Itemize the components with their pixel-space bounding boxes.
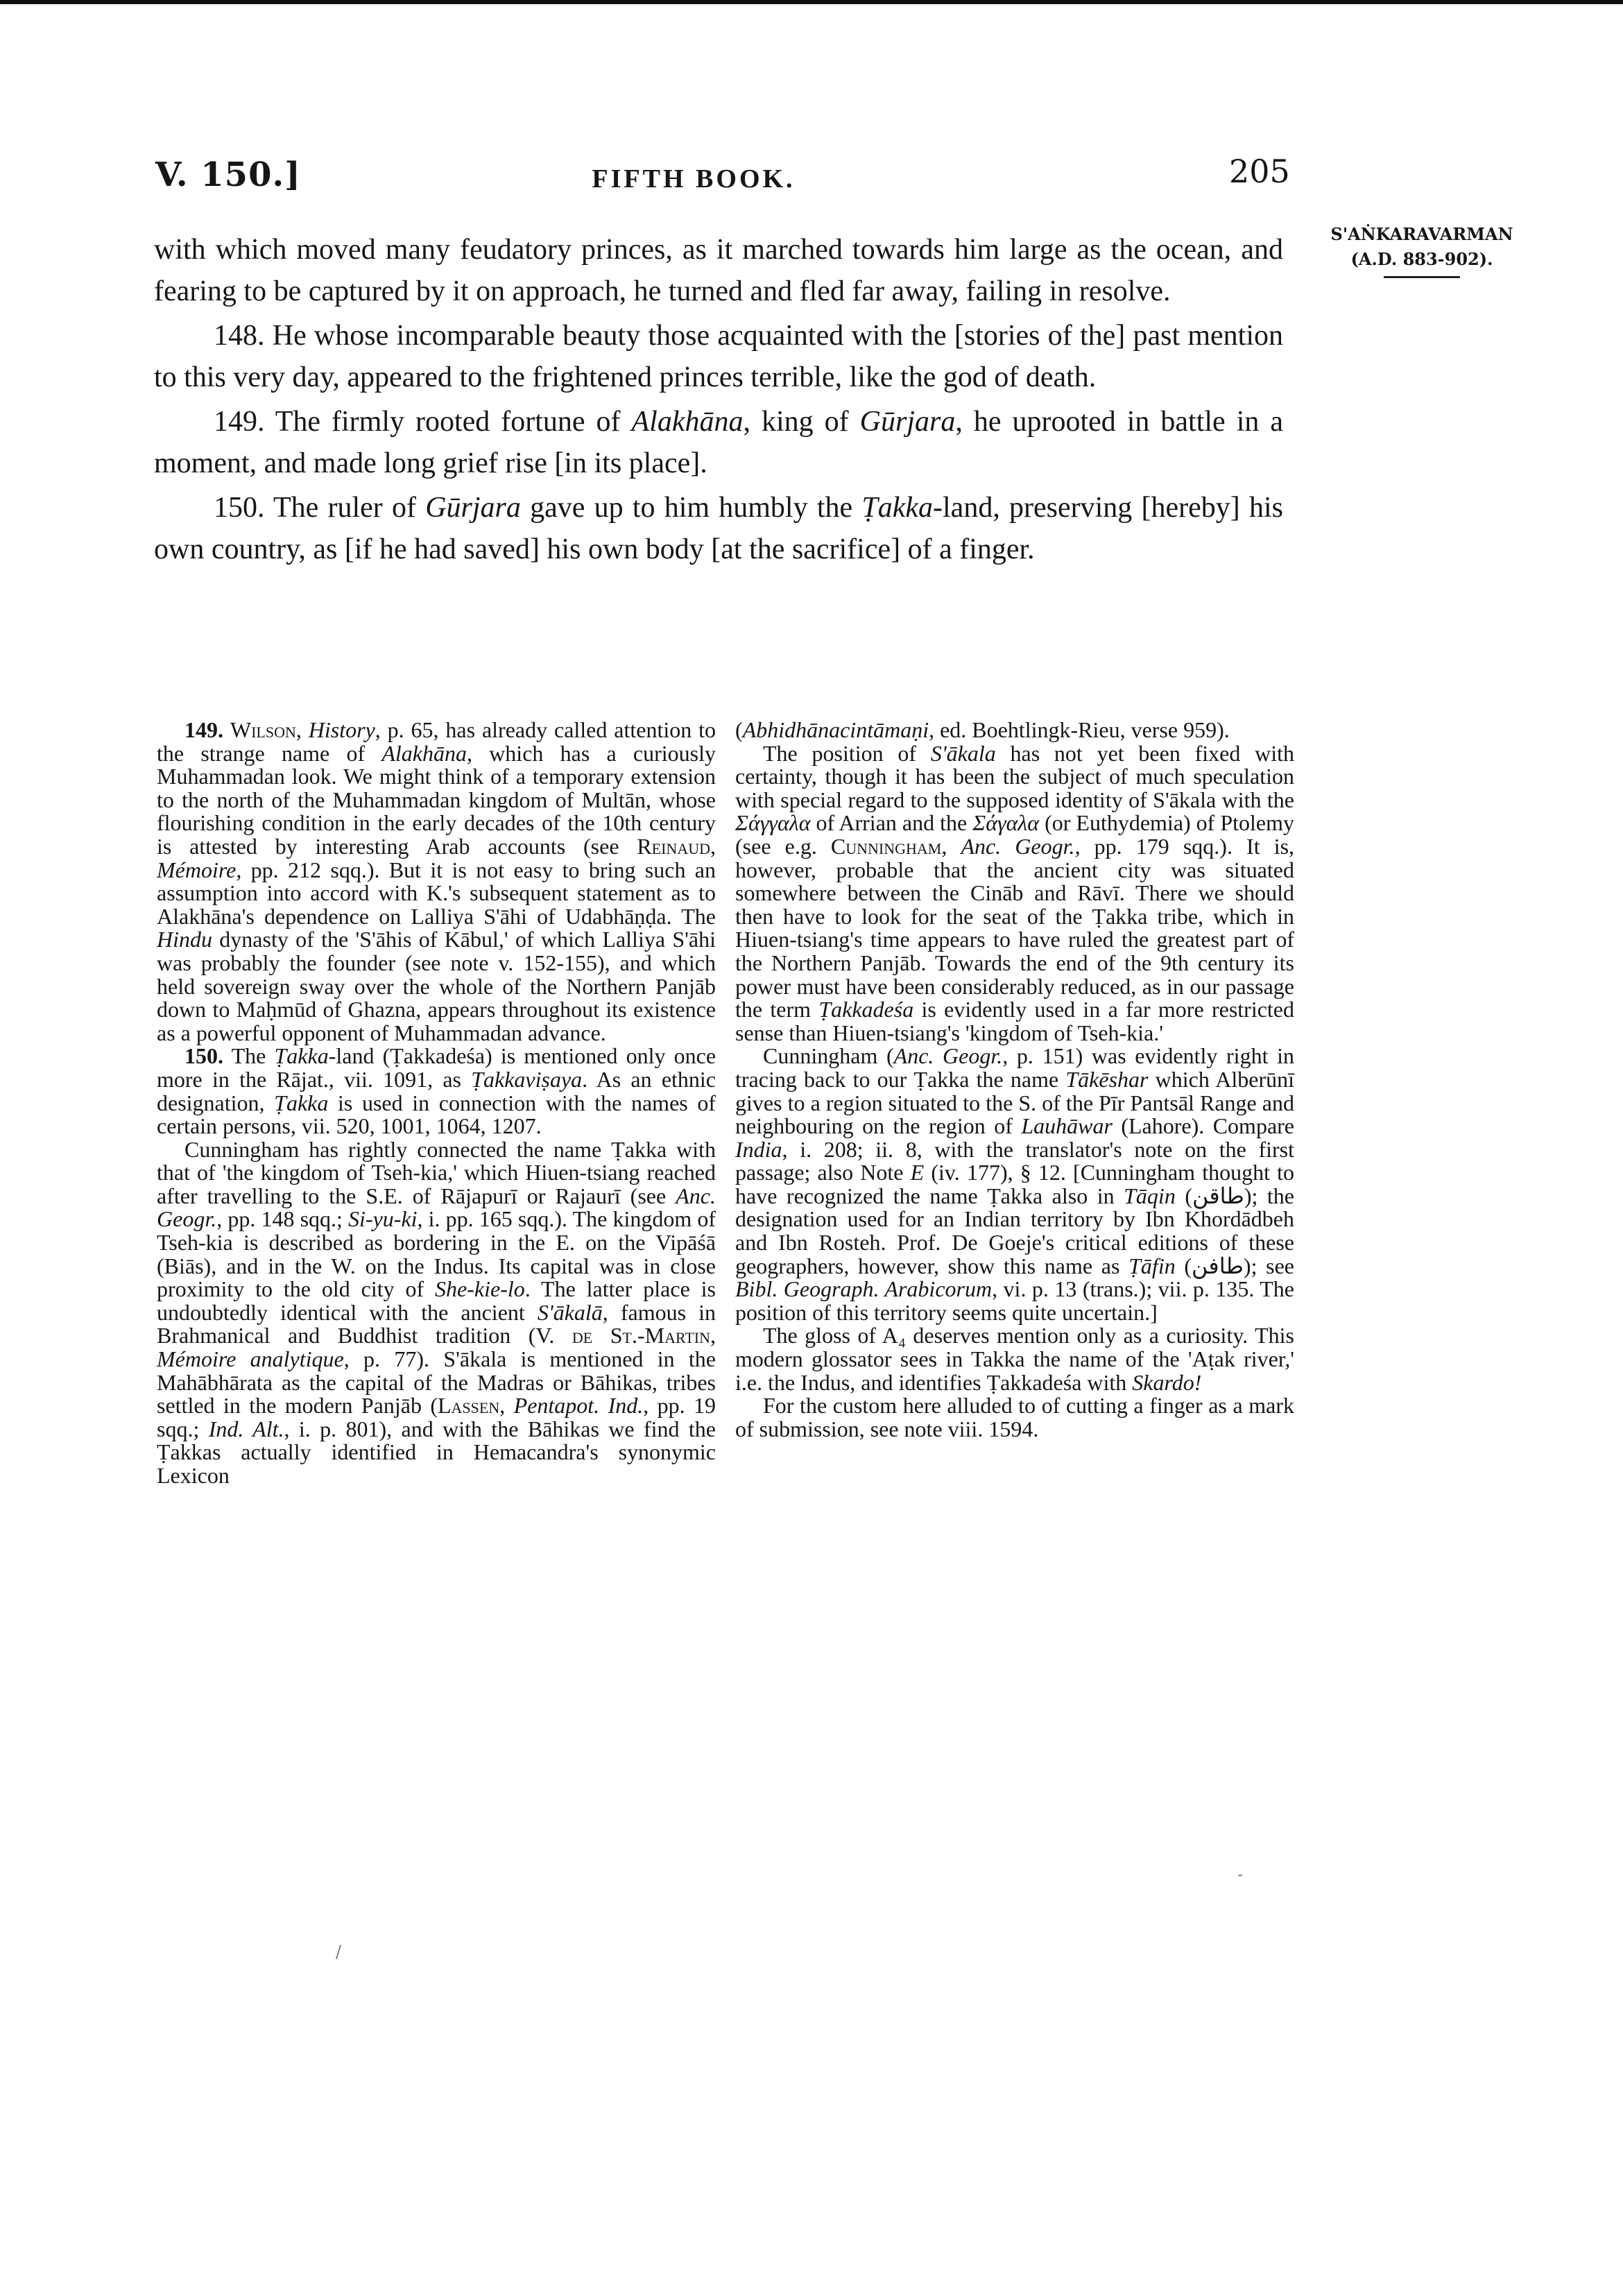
note-text: (Lahore). Compare	[1112, 1113, 1295, 1139]
note-150-custom	[735, 1394, 1294, 1441]
author: Cunningham	[830, 833, 942, 859]
place-name: Skardo!	[1132, 1369, 1202, 1395]
note-ref: E	[910, 1160, 925, 1185]
note-text: of Arrian and the	[810, 810, 973, 836]
top-border-line	[0, 0, 1623, 4]
note-text: ,	[499, 1393, 514, 1419]
verse-text: gave up to him humbly the	[520, 492, 862, 524]
note-text: (طافن); see	[1175, 1253, 1295, 1278]
emphasis: Hindu	[157, 927, 212, 952]
note-150-cunningham	[157, 1138, 716, 1488]
name-alakhana: Alakhāna	[631, 406, 744, 438]
note-text: , i. 208; ii. 8, with the translator's note on the first passage; also Note	[735, 1136, 1294, 1185]
notes-left-column	[157, 719, 716, 1488]
name-takka: Ṭakka	[274, 1043, 329, 1069]
verse-text: He whose incomparable beauty those acquainted with the [stories of the] past mention to this very day, appeared to the frightened princes terrible, like the god of death.	[154, 320, 1284, 393]
place-name: She-kie-lo	[435, 1276, 525, 1302]
note-text: , p. 151) was evidently right in tracing back to our Ṭakka the name	[735, 1043, 1295, 1092]
running-head-verse-ref: V. 150.]	[155, 155, 301, 194]
verse-number: 150.	[214, 492, 265, 524]
verse-text: -land, preserving [hereby] his own country, as [if he had saved] his own body [at the sacrifice] of a finger.	[154, 492, 1283, 565]
work-title: Anc. Geogr.	[961, 833, 1075, 859]
note-text: is evidently used in a far more restricted sense than Hiuen-tsiang's 'kingdom of Tseh-kia.'	[735, 997, 1295, 1045]
note-text: , pp. 148 sqq.;	[216, 1206, 349, 1232]
verse-147-continuation: with which moved many feudatory princes, as it marched towards him large as the ocean, and fearing to be captured by it on approach, he turned and fled far away, failing in resolve.	[154, 234, 1283, 307]
work-title: Anc. Geogr.	[157, 1183, 716, 1232]
name-takka: Ṭakka	[274, 1090, 329, 1115]
page-number: 205	[1229, 153, 1290, 190]
print-speck: /	[336, 1942, 342, 1962]
place-name: Ṭāfin	[1128, 1253, 1176, 1278]
note-text: , famous in Brahmanical and Buddhist tradition (V.	[157, 1299, 716, 1348]
place-name: S'ākalā	[537, 1299, 603, 1325]
margin-note-rule	[1384, 276, 1460, 278]
note-text: which Alberūnī gives to a region situated to the S. of the Pīr Pantsāl Range and neighbouring on the region of	[735, 1066, 1295, 1139]
note-text: For the custom here alluded to of cutting a finger as a mark of submission, see note viii. 1594.	[735, 1393, 1294, 1441]
verse-number: 148.	[214, 320, 265, 352]
verse-text: The ruler of	[273, 492, 426, 524]
print-speck: -	[1237, 1865, 1244, 1884]
note-text: The gloss of A₄ deserves mention only as a curiosity. This modern glossator sees in Takka the name of the 'Aṭak river,' i.e. the Indus, and identifies Ṭakkadeśa with	[735, 1323, 1294, 1395]
verse-150	[154, 487, 1283, 570]
work-title: Pentapot. Ind.	[513, 1393, 644, 1419]
note-text: , p. 65, has already called attention to the strange name of	[157, 717, 716, 766]
note-text: has not yet been fixed with certainty, though it has been the subject of much speculation with special regard to the supposed identity of S'ākala with the	[735, 740, 1295, 812]
work-title: India	[735, 1136, 782, 1162]
name-alakhana: Alakhāna	[381, 740, 467, 766]
work-title: Ind. Alt.	[208, 1416, 284, 1441]
work-title: Abhidhānacintāmaṇi	[742, 717, 929, 742]
note-text: The	[231, 1043, 275, 1069]
work-title: Anc. Geogr.	[893, 1043, 1003, 1069]
note-text: ,	[941, 833, 961, 859]
note-text: (or Euthydemia) of Ptolemy (see e.g.	[735, 810, 1295, 859]
note-150	[157, 1045, 716, 1138]
note-text: , i. p. 801), and with the Bāhikas we find the Ṭakkas actually identified in Hemacandra's synonymic Lexicon	[157, 1416, 716, 1488]
note-text: , p. 77). S'ākala is mentioned in the Mahābhārata as the capital of the Madras or Bāhikas, tribes settled in the modern Panjāb (	[157, 1346, 716, 1419]
note-149: 149. Wilson, History, p. 65, has already called attention to the strange name of Alakhāna, which has a curiously Muhammadan look. We might think of a temporary extension to the north of the Muhammadan kingdom of Multān, whose flourishing condition in the early decades of the 10th century is attested by interesting Arab accounts (see Reinaud, Mémoire, pp. 212 sqq.). But it is not easy to bring such an assumption into accord with K.'s subsequent statement as to Alakhāna's dependence on Lalliya S'āhi of Udabhāṇḍa. The Hindu dynasty of the 'S'āhis of Kābul,' of which Lalliya S'āhi was probably the founder (see note v. 152-155), and which held sovereign sway over the whole of the Northern Panjāb down to Maḥmūd of Ghazna, appears throughout its existence as a powerful opponent of Muhammadan advance.	[157, 717, 716, 1045]
note-text: Cunningham (	[763, 1043, 894, 1069]
author: de St.-Martin	[572, 1323, 710, 1348]
greek-name: Σάγαλα	[972, 810, 1040, 836]
work-title: Bibl. Geograph. Arabicorum	[735, 1276, 993, 1302]
note-text: , pp. 19 sqq.;	[157, 1393, 716, 1441]
verse-text: , he uprooted in battle in a moment, and made long grief rise [in its place].	[154, 406, 1283, 479]
author: Reinaud	[637, 833, 710, 859]
note-text: -land (Ṭakkadeśa) is mentioned only once more in the Rājat., vii. 1091, as	[157, 1043, 716, 1092]
note-text: (iv. 177), § 12. [Cunningham thought to have recognized the name Ṭakka also in	[735, 1160, 1295, 1208]
verse-number: 149.	[214, 406, 265, 438]
term: Ṭakkadeśa	[818, 997, 914, 1022]
margin-note	[1318, 222, 1526, 278]
note-150-continuation: (Abhidhānacintāmaṇi, ed. Boehtlingk-Rieu, verse 959).	[735, 717, 1230, 742]
note-text: Cunningham has rightly connected the name Ṭakka with that of 'the kingdom of Tseh-kia,' which Hiuen-tsiang reached after travelling to the S.E. of Rājapurī or Rajaurī (see	[157, 1136, 716, 1208]
place-name: S'ākala	[930, 740, 996, 766]
note-text: , i. pp. 165 sqq.). The kingdom of Tseh-kia is described as bordering in the E. on the Vipāśā (Biās), and in the W. on the Indus. Its capital was in close proximity to the old city of	[157, 1206, 716, 1302]
name-takka: Ṭakka	[861, 492, 934, 524]
note-text: , pp. 179 sqq.). It is, however, probable that the ancient city was situated somewhere between the Cināb and Rāvī. There we should then have to look for the seat of the Ṭakka tribe, which in Hiuen-tsiang's time appears to have ruled the greatest part of the Northern Panjāb. Towards the end of the 9th century its power must have been considerably reduced, as in our passage the term	[735, 833, 1295, 1022]
place-name: Tākēshar	[1065, 1066, 1149, 1092]
verse-149	[154, 401, 1283, 484]
term: Ṭakkaviṣaya	[471, 1066, 583, 1092]
author: Wilson	[230, 717, 296, 742]
name-gurjara: Gūrjara	[859, 406, 956, 438]
verse-148	[154, 315, 1283, 398]
margin-note-date: (A.D. 883-902).	[1350, 249, 1493, 269]
note-text: , vi. p. 13 (trans.); vii. p. 135. The position of this territory seems quite uncertain.]	[735, 1276, 1295, 1325]
note-150-sakala	[735, 742, 1294, 1045]
author: Lassen	[438, 1393, 500, 1419]
verse-text: , king of	[743, 406, 860, 438]
note-text: , pp. 212 sqq.). But it is not easy to bring such an assumption into accord with K.'s subsequent statement as to Alakhāna's dependence on Lalliya S'āhi of Udabhāṇḍa. The	[157, 857, 716, 929]
work-title: History	[308, 717, 375, 742]
note-number: 150.	[184, 1043, 223, 1069]
verse-text: The firmly rooted fortune of	[275, 406, 632, 438]
work-title: Si-yu-ki	[348, 1206, 418, 1232]
note-text: dynasty of the 'S'āhis of Kābul,' of which Lalliya S'āhi was probably the founder (see note v. 152-155), and which held sovereign sway over the whole of the Northern Panjāb down to Maḥmūd of Ghazna, appears throughout its existence as a powerful opponent of Muhammadan advance.	[157, 927, 716, 1045]
note-number: 149.	[184, 717, 223, 742]
margin-note-king: S'AṄKARAVARMAN	[1330, 224, 1513, 244]
place-name: Tāqin	[1124, 1183, 1176, 1208]
note-text: . The latter place is undoubtedly identical with the ancient	[157, 1276, 716, 1325]
note-text: (طاقن); the designation used for an Indian territory by Ibn Khordādbeh and Ibn Rosteh. Prof. De Goeje's critical editions of these geographers, however, show this name as	[735, 1183, 1295, 1278]
note-text: is used in connection with the names of certain persons, vii. 520, 1001, 1064, 1207.	[157, 1090, 716, 1139]
running-head-title: FIFTH BOOK.	[592, 164, 796, 194]
note-text: ,	[710, 1323, 716, 1348]
note-text: The position of	[763, 740, 931, 766]
note-text: . As an ethnic designation,	[157, 1066, 716, 1115]
notes-right-column	[735, 719, 1294, 1441]
name-gurjara: Gūrjara	[425, 492, 521, 524]
greek-name: Σάγγαλα	[735, 810, 811, 836]
note-text: , ed. Boehtlingk-Rieu, verse 959).	[929, 717, 1230, 742]
work-title: Mémoire	[157, 857, 237, 882]
place-name: Lauhāwar	[1021, 1113, 1113, 1139]
main-text	[154, 229, 1283, 570]
work-title: Mémoire analytique	[157, 1346, 344, 1372]
note-150-cunningham-2	[735, 1045, 1294, 1324]
note-text: , which has a curiously Muhammadan look. We might think of a temporary extension to the north of the Muhammadan kingdom of Multān, whose flourishing condition in the early decades of the 10th century is attested by interesting Arab accounts (see	[157, 740, 716, 859]
note-150-gloss	[735, 1324, 1294, 1394]
